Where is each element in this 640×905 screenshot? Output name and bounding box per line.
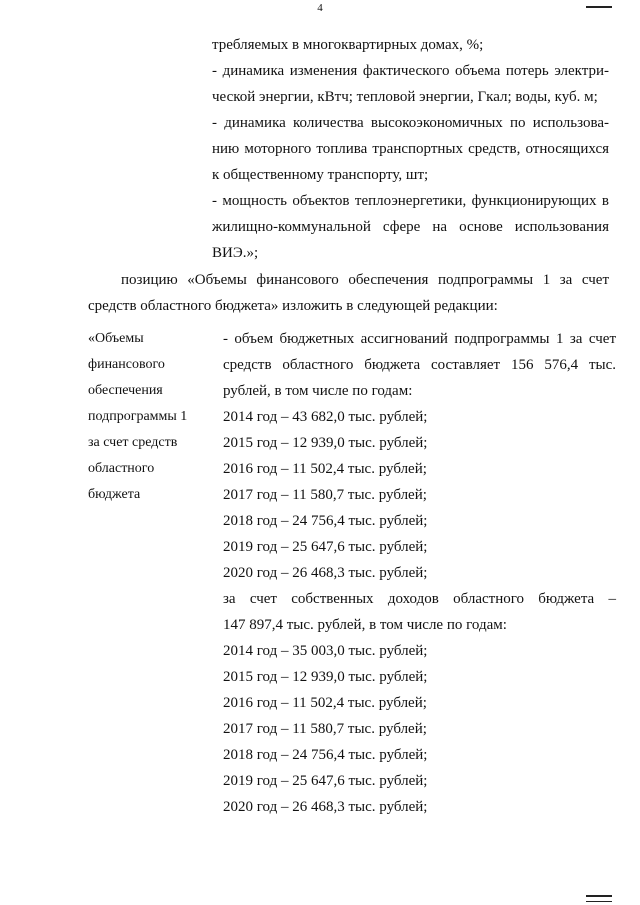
year-line: 2018 год – 24 756,4 тыс. рублей; bbox=[223, 747, 428, 763]
year-line: 2018 год – 24 756,4 тыс. рублей; bbox=[223, 513, 428, 529]
year-line: 2019 год – 25 647,6 тыс. рублей; bbox=[223, 539, 428, 555]
list-line: - мощность объектов теплоэнергетики, функционирующих в bbox=[212, 193, 609, 209]
year-line: 2014 год – 43 682,0 тыс. рублей; bbox=[223, 409, 428, 425]
content-line: 147 897,4 тыс. рублей, в том числе по годам: bbox=[223, 617, 507, 633]
label-line: за счет средств bbox=[88, 435, 178, 450]
label-line: обеспечения bbox=[88, 383, 163, 398]
year-line: 2020 год – 26 468,3 тыс. рублей; bbox=[223, 565, 428, 581]
label-line: «Объемы bbox=[88, 331, 144, 346]
list-line: - динамика изменения фактического объема потерь электри- bbox=[212, 63, 609, 79]
year-line: 2016 год – 11 502,4 тыс. рублей; bbox=[223, 695, 427, 711]
list-line: жилищно-коммунальной сфере на основе использования bbox=[212, 219, 609, 235]
year-line: 2016 год – 11 502,4 тыс. рублей; bbox=[223, 461, 427, 477]
year-line: 2019 год – 25 647,6 тыс. рублей; bbox=[223, 773, 428, 789]
year-line: 2017 год – 11 580,7 тыс. рублей; bbox=[223, 721, 427, 737]
list-line: - динамика количества высокоэкономичных по использова- bbox=[212, 115, 609, 131]
page-number: 4 bbox=[317, 2, 323, 14]
content-line: - объем бюджетных ассигнований подпрограммы 1 за счет bbox=[223, 331, 616, 347]
content-line: средств областного бюджета составляет 156 576,4 тыс. bbox=[223, 357, 616, 373]
list-line: ВИЭ.»; bbox=[212, 245, 259, 261]
year-line: 2020 год – 26 468,3 тыс. рублей; bbox=[223, 799, 428, 815]
content-line: рублей, в том числе по годам: bbox=[223, 383, 413, 399]
instruction-line: позицию «Объемы финансового обеспечения подпрограммы 1 за счет bbox=[121, 272, 609, 288]
year-line: 2015 год – 12 939,0 тыс. рублей; bbox=[223, 669, 428, 685]
list-line: нию моторного топлива транспортных средств, относящихся bbox=[212, 141, 609, 157]
content-line: за счет собственных доходов областного бюджета – bbox=[223, 591, 616, 607]
label-line: бюджета bbox=[88, 487, 141, 502]
label-line: подпрограммы 1 bbox=[88, 409, 188, 424]
corner-mark-bottom bbox=[586, 895, 612, 902]
instruction-line: средств областного бюджета» изложить в следующей редакции: bbox=[88, 298, 498, 314]
list-line: к общественному транспорту, шт; bbox=[212, 167, 429, 183]
year-line: 2014 год – 35 003,0 тыс. рублей; bbox=[223, 643, 428, 659]
list-line: требляемых в многоквартирных домах, %; bbox=[212, 37, 484, 53]
list-line: ческой энергии, кВтч; тепловой энергии, Гкал; воды, куб. м; bbox=[212, 89, 598, 105]
year-line: 2015 год – 12 939,0 тыс. рублей; bbox=[223, 435, 428, 451]
label-line: финансового bbox=[88, 357, 165, 372]
year-line: 2017 год – 11 580,7 тыс. рублей; bbox=[223, 487, 427, 503]
label-line: областного bbox=[88, 461, 155, 476]
